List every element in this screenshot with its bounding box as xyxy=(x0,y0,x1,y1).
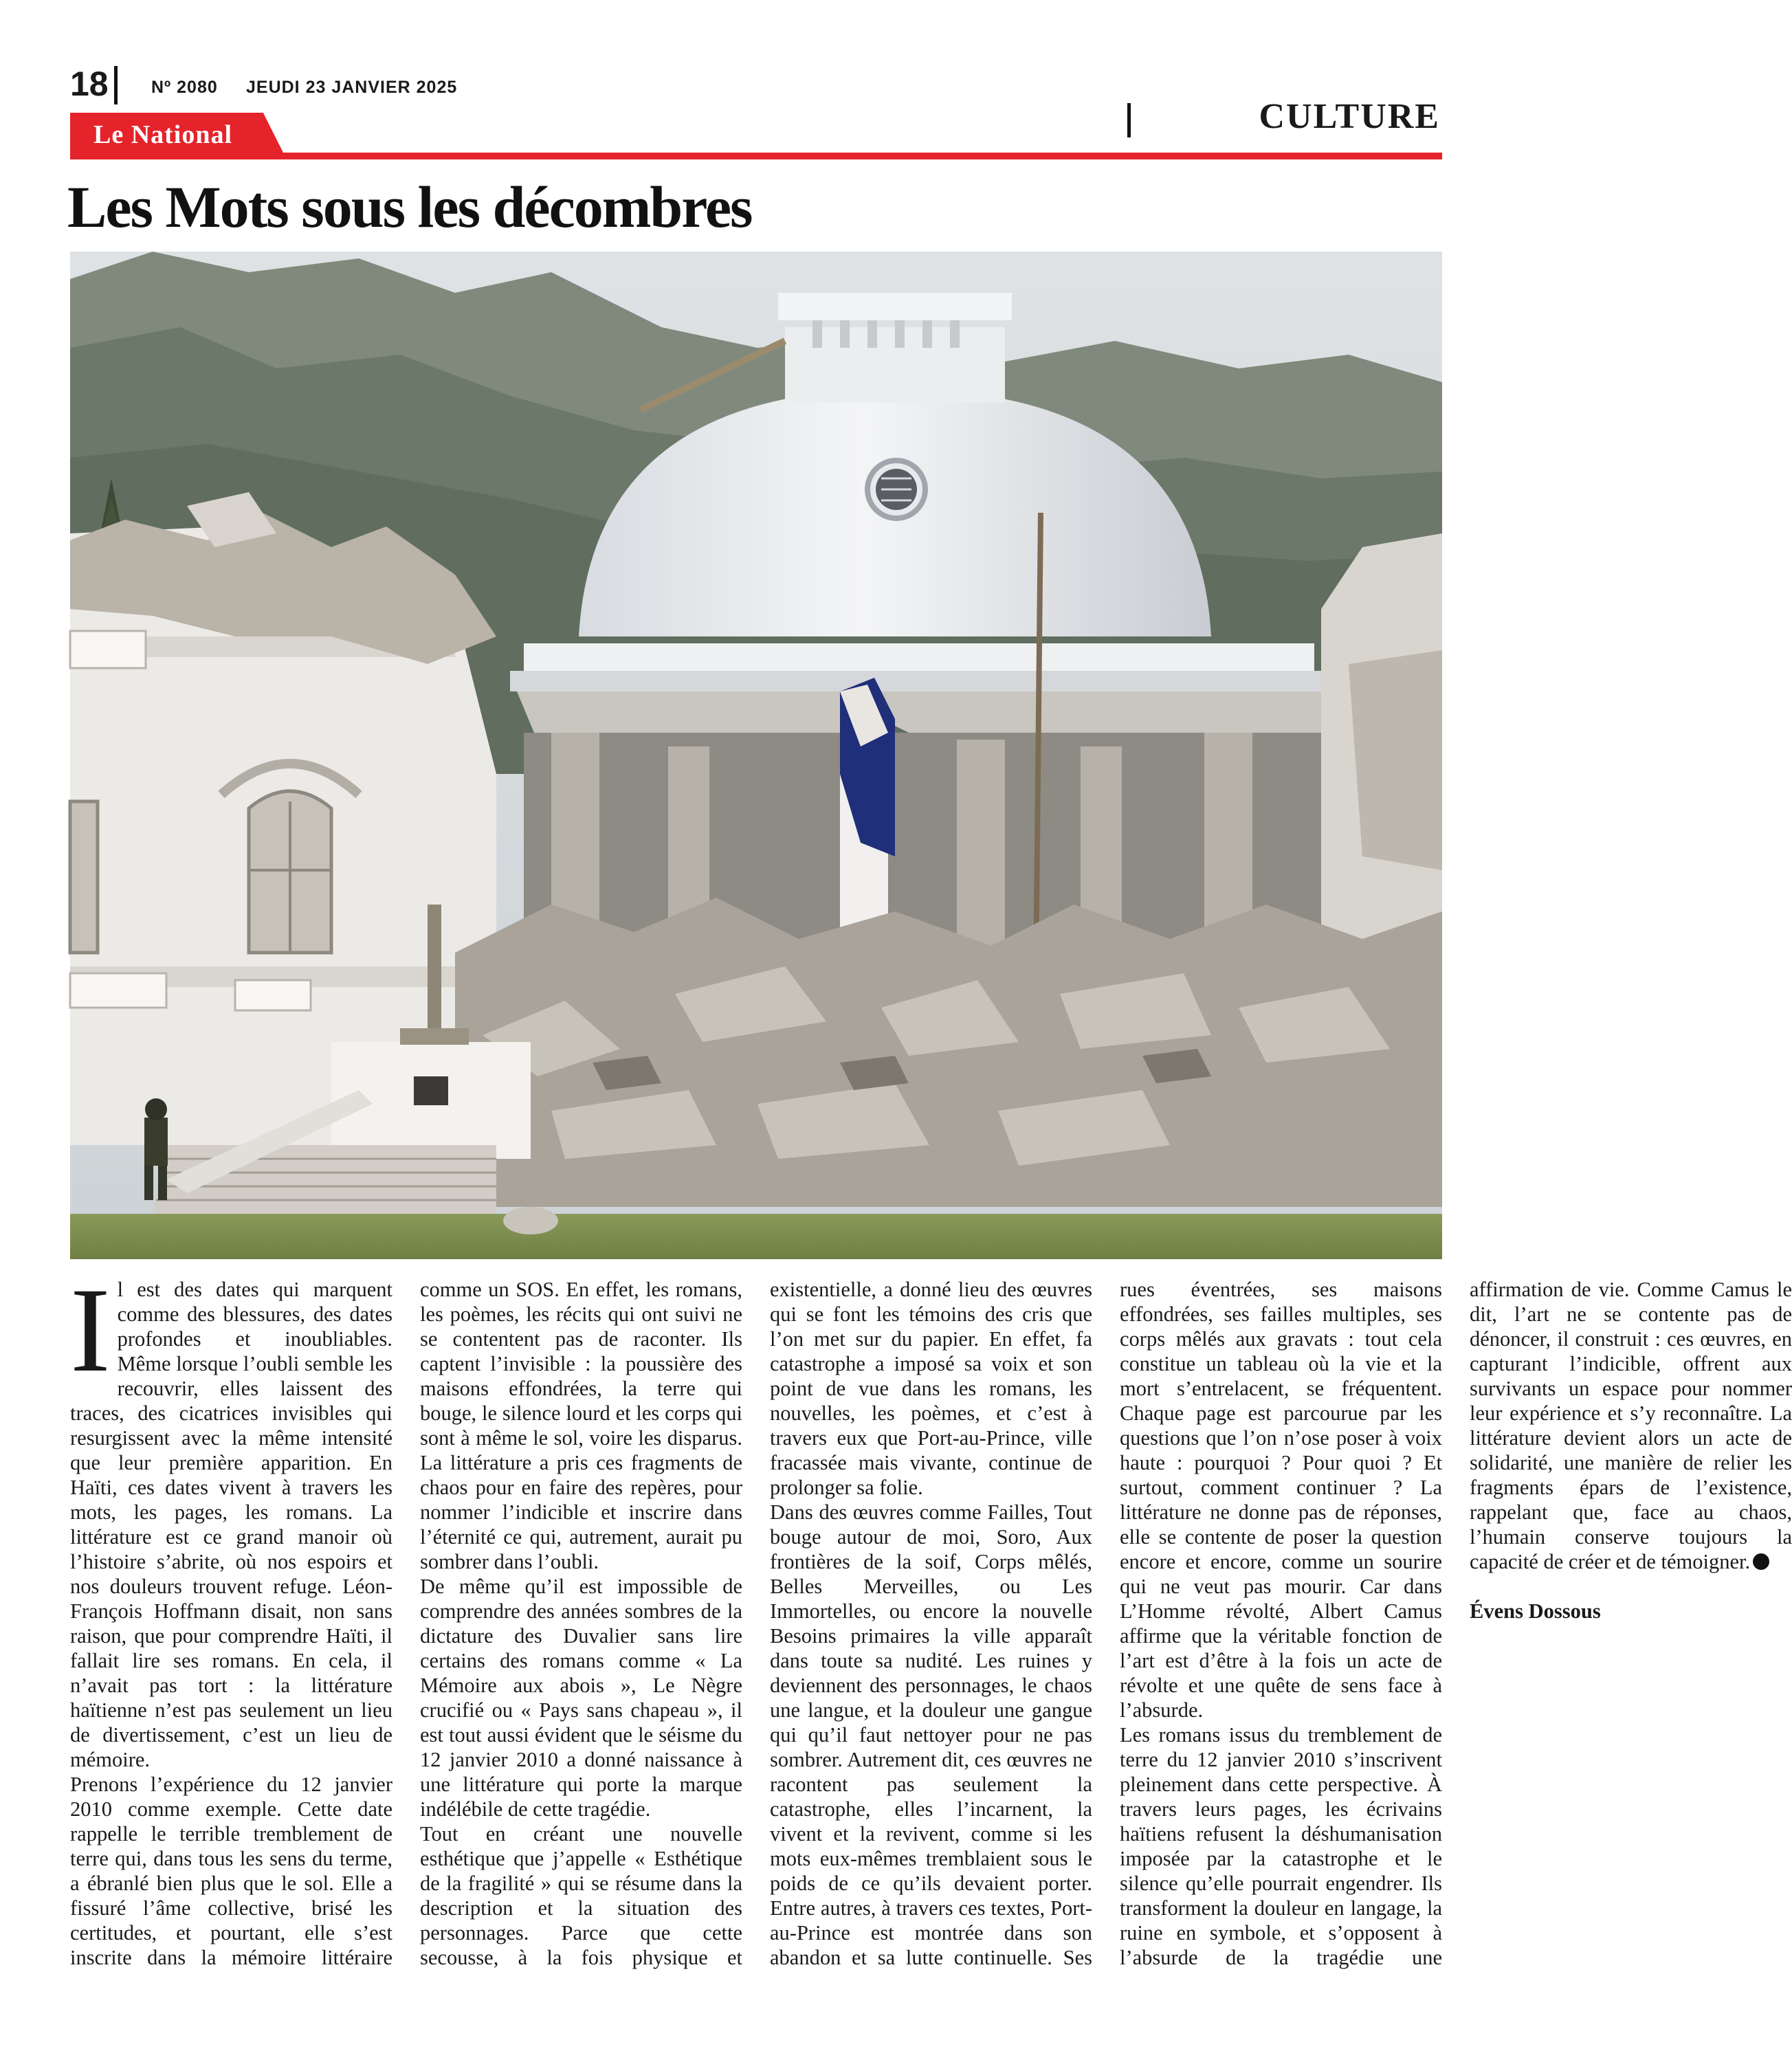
section-divider xyxy=(1127,103,1131,137)
article-paragraph: Prenons l’expérience du 12 janvier 2010 comme exemple. Cette date rappelle le terrible tremblement de terre qui, dans tous les sens du terme, a ébranlé bien plus que le sol. Elle a fissuré l’âme collective, brisé les certitudes, et pourtant, elle s’est inscrite dans la mémoire littéraire comme un SOS. En effet, les romans, les poèmes, les récits qui ont suivi ne se contentent pas de raconter. Ils captent l’invisible : la poussière des maisons effondrées, la terre qui bouge, le silence lourd et les corps qui sont à même le sol, voire les disparus. La littérature a pris ces fragments de chaos pour en faire des repères, pour nommer l’indicible et inscrire dans l’éternité ce qui, autrement, aurait pu sombrer dans l’oubli. xyxy=(70,1278,742,1969)
section-label: CULTURE xyxy=(1259,97,1440,136)
article-paragraph xyxy=(70,1263,392,1772)
page-number: 18 xyxy=(70,65,109,103)
author-byline: Évens Dossous xyxy=(1470,1599,1601,1623)
article-title: Les Mots sous les décombres xyxy=(67,174,752,240)
article-body xyxy=(70,1263,1792,1989)
article-paragraph: Tout en créant une nouvelle esthétique que j’appelle « Esthétique de la fragilité » qui se résume dans la description et la situation des personnages. Parce que cette secousse, à la fois physique et existentielle, a donné lieu des œuvres qui se font les témoins des cris que l’on met sur du papier. En effet, fa catastrophe a imposé sa voix et son point de vue dans les romans, les nouvelles, les poèmes, et c’est à travers eux que Port-au-Prince, ville fracassée mais vivante, continue de prolonger sa folie. xyxy=(420,1278,1092,1969)
publication-date: JEUDI 23 JANVIER 2025 xyxy=(246,78,458,97)
end-of-article-icon xyxy=(1753,1553,1769,1570)
masthead-rule xyxy=(70,153,1442,159)
collapsed-palace-photo xyxy=(70,252,1442,1259)
drop-cap: I xyxy=(70,1263,111,1397)
article-paragraph: De même qu’il est impossible de comprendre des années sombres de la dictature des Duvalier sans lire certains des romans comme « La Mémoire aux abois », Le Nègre crucifié ou « Pays sans chapeau », il est tout aussi évident que le séisme du 12 janvier 2010 a donné naissance à une littérature qui porte la marque indélébile de cette tragédie. xyxy=(420,1575,742,1821)
page-number-divider xyxy=(114,66,118,104)
article-paragraph: Dans des œuvres comme Failles, Tout bouge autour de moi, Soro, Aux frontières de la soif, Corps mêlés, Belles Merveilles, ou Les Immortelles, ou encore la nouvelle Besoins primaires la ville apparaît dans toute sa nudité. Les ruines y deviennent des personnages, le chaos une langue, et la douleur une gangue qui qu’il faut nettoyer pour ne pas sombrer. Autrement dit, ces œuvres ne racontent pas seulement la catastrophe, elles l’incarnent, la vivent et la revivent, comme si les mots eux-mêmes tremblaient sous le poids de ce qu’ils devaient porter. Entre autres, à travers ces textes, Port-au-Prince est montrée dans son abandon et sa lutte continuelle. Ses rues éventrées, ses maisons effondrées, ses failles multiples, ses corps mêlés aux gravats : tout cela constitue un tableau où la vie et la mort s’entrelacent, se fréquentent. Chaque page est parcourue par les questions que l’on n’ose poser à voix haute : pourquoi ? Pour quoi ? Et surtout, comment continuer ? La littérature ne donne pas de réponses, elle se contente de poser la question encore et encore, comme un sourire qui ne veut pas mourir. Car dans L’Homme révolté, Albert Camus affirme que la véritable fonction de l’art est d’être à la fois un acte de révolte et une quête de sens face à l’absurde. xyxy=(770,1278,1442,1969)
issue-number: Nº 2080 xyxy=(151,78,218,97)
first-paragraph-text: l est des dates qui marquent comme des blessures, des dates profondes et inoubliables. Même lorsque l’oubli semble les recouvrir, elles laissent des traces, des cicatrices invisibles qui resurgissent avec la même intensité que leur première apparition. En Haïti, ces dates vivent à travers les mots, les pages, les romans. La littérature est ce grand manoir où l’histoire s’abrite, où nos espoirs et nos douleurs trouvent refuge. Léon-François Hoffmann disait, non sans raison, que pour comprendre Haïti, il fallait lire ses romans. En cela, il n’avait pas tort : la littérature haïtienne n’est pas seulement un lieu de divertissement, c’est un lieu de mémoire. xyxy=(70,1278,392,1771)
last-paragraph-text: Les romans issus du tremblement de terre du 12 janvier 2010 s’inscrivent pleinement dans cette perspective. À travers leurs pages, les écrivains haïtiens refusent la déshumanisation imposée par la catastrophe et le silence qu’elle pourrait engendrer. Ils transforment la douleur en langage, la ruine en symbole, et s’opposent à l’absurde de la tragédie une affirmation de vie. Comme Camus le dit, l’art ne se contente pas de dénoncer, il construit : ces œuvres, en capturant l’indicible, offrent aux survivants un espace pour nommer leur expérience et s’y reconnaître. La littérature devient alors un acte de solidarité, une manière de relier les fragments épars de l’existence, rappelant que, face au chaos, l’humain conserve toujours la capacité de créer et de témoigner. xyxy=(1120,1278,1792,1969)
brand-name: Le National xyxy=(93,120,233,149)
